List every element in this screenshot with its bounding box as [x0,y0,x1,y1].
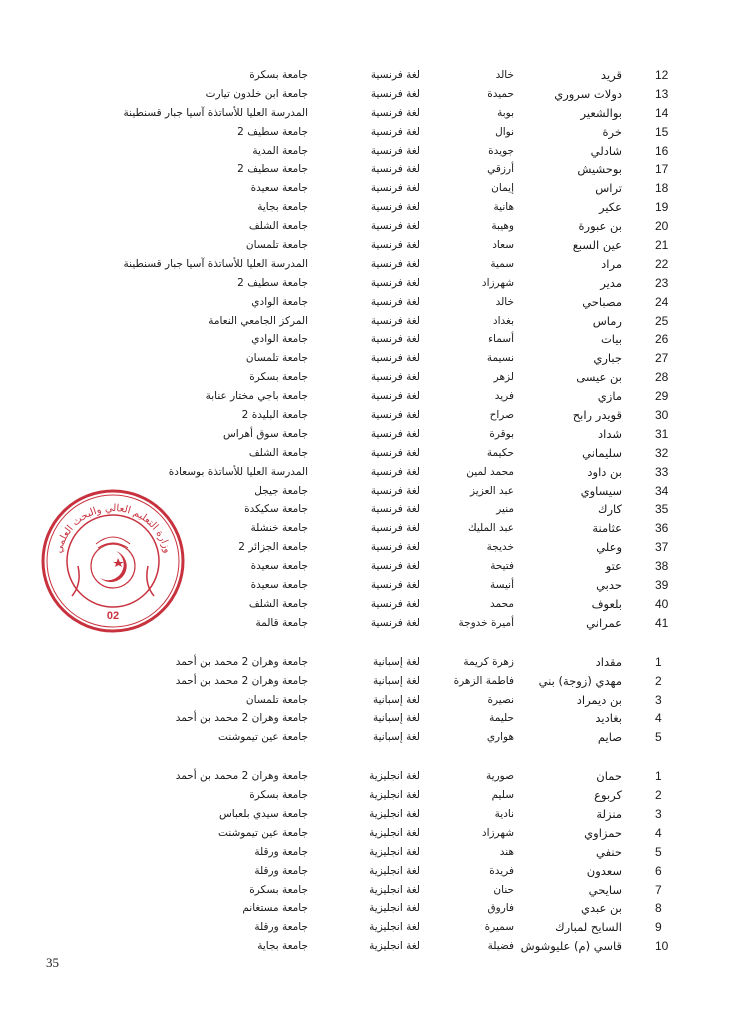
list-row [0,274,736,293]
row-number: 14 [655,105,669,120]
university: جامعة الشلف [248,446,308,459]
language: لغة انجليزية [369,883,420,896]
last-name: خرة [602,124,622,139]
list-row [0,104,736,123]
first-name: محمد [490,597,514,610]
row-number: 2 [655,788,662,803]
language: لغة فرنسية [370,579,420,592]
language: لغة انجليزية [369,807,420,820]
first-name: بوبة [497,106,514,119]
university: جامعة جيجل [254,484,308,497]
first-name: أسماء [488,333,514,346]
last-name: عين السبع [572,238,622,253]
language: لغة فرنسية [370,314,420,327]
first-name: فاروق [487,902,514,915]
list-row [0,123,736,142]
row-number: 30 [655,408,669,423]
group-separator [0,747,736,757]
first-name: حليمة [489,712,514,725]
list-row [0,937,736,956]
language: لغة انجليزية [369,864,420,877]
row-number: 4 [655,711,662,726]
last-name: شداد [598,426,622,441]
last-name: بن عبورة [578,219,622,234]
row-number: 6 [655,863,662,878]
list-row [0,142,736,161]
language: لغة إسبانية [372,712,420,725]
first-name: فاطمة الزهرة [453,674,514,687]
language: لغة إسبانية [372,731,420,744]
language: لغة انجليزية [369,826,420,839]
list-row [0,236,736,255]
list-row [0,691,736,710]
university: جامعة بسكرة [249,371,308,384]
stamp-ring-text: وزارة التعليم العالي والبحث العلمي [53,502,173,555]
university: جامعة سيدي بلعباس [218,807,308,820]
list-row [0,709,736,728]
language: لغة فرنسية [370,201,420,214]
first-name: أميرة خدوجة [458,616,514,629]
university: جامعة باجي مختار عنابة [205,390,308,403]
first-name: عبد العزيز [470,484,514,497]
last-name: عمراني [586,615,622,630]
language: لغة انجليزية [369,789,420,802]
language: لغة فرنسية [370,560,420,573]
language: لغة فرنسية [370,333,420,346]
first-name: هواري [486,731,514,744]
language: لغة فرنسية [370,371,420,384]
language: لغة فرنسية [370,503,420,516]
row-number: 4 [655,825,662,840]
university: جامعة تلمسان [245,693,308,706]
first-name: خالد [495,69,514,81]
first-name: إيمان [491,182,514,195]
row-number: 3 [655,692,662,707]
row-number: 20 [655,219,669,234]
university: جامعة الشلف [248,220,308,233]
row-number: 25 [655,313,669,328]
list-row [0,160,736,179]
list-row [0,918,736,937]
university: المدرسة العليا للأساتذة آسيا جبار قسنطينة [123,106,308,119]
university: جامعة عين تيموشنت [218,731,308,744]
last-name: دولات سروري [554,86,622,101]
first-name: نسيمة [486,352,514,365]
language: لغة فرنسية [370,484,420,497]
university: جامعة بسكرة [249,69,308,81]
last-name: سيساوي [580,483,622,498]
last-name: بغاديد [595,711,622,726]
last-name: مازي [597,389,622,404]
last-name: جباري [593,351,622,366]
university: جامعة عين تيموشنت [218,826,308,839]
last-name: السايح لمبارك [555,920,622,935]
list-row [0,368,736,387]
language: لغة فرنسية [370,522,420,535]
language: لغة فرنسية [370,276,420,289]
university: جامعة سطيف 2 [237,125,308,138]
list-row [0,293,736,312]
first-name: سليم [491,789,514,802]
university: جامعة سعيدة [250,560,308,573]
language: لغة فرنسية [370,69,420,81]
row-number: 5 [655,844,662,859]
last-name: شادلي [590,143,622,158]
list-row [0,425,736,444]
language: لغة فرنسية [370,182,420,195]
list-row [0,406,736,425]
last-name: بن عيسى [576,370,622,385]
language: لغة انجليزية [369,902,420,915]
language: لغة فرنسية [370,390,420,403]
last-name: بوحشيش [577,162,622,177]
row-number: 2 [655,673,662,688]
language: لغة انجليزية [369,921,420,934]
row-number: 1 [655,769,662,784]
row-number: 34 [655,483,669,498]
row-number: 37 [655,540,669,555]
row-number: 15 [655,124,669,139]
row-number: 5 [655,730,662,745]
university: جامعة وهران 2 محمد بن أحمد [175,770,308,783]
last-name: تراس [595,181,622,196]
list-row [0,843,736,862]
language: لغة فرنسية [370,409,420,422]
list-row [0,824,736,843]
last-name: منزلة [596,806,622,821]
university: جامعة وهران 2 محمد بن أحمد [175,712,308,725]
last-name: كربوع [594,788,622,803]
first-name: زهرة كريمة [463,655,514,668]
last-name: مدير [600,275,622,290]
last-name: حدبي [596,578,622,593]
list-row [0,349,736,368]
university: جامعة ورقلة [254,921,308,934]
language: لغة فرنسية [370,541,420,554]
last-name: مصباحي [582,294,622,309]
first-name: جويدة [488,144,514,157]
first-name: منير [496,503,514,516]
first-name: فتيحة [490,560,514,573]
stamp-number: 02 [106,610,120,622]
language: لغة فرنسية [370,144,420,157]
list-row [0,444,736,463]
last-name: وعلي [596,540,622,555]
row-number: 19 [655,200,669,215]
list-row [0,330,736,349]
first-name: سمية [490,257,514,270]
last-name: بن عبدي [581,901,622,916]
language: لغة انجليزية [369,940,420,953]
row-number: 33 [655,464,669,479]
row-number: 22 [655,256,669,271]
last-name: حمزاوي [584,825,622,840]
row-number: 29 [655,389,669,404]
list-row [0,899,736,918]
list-row [0,85,736,104]
last-name: مراد [601,256,622,271]
row-number: 23 [655,275,669,290]
row-number: 9 [655,920,662,935]
first-name: خديجة [486,541,514,554]
row-number: 26 [655,332,669,347]
list-row [0,463,736,482]
first-name: حنان [493,883,514,896]
row-number: 12 [655,68,669,82]
first-name: بغداد [492,314,514,327]
last-name: مقداد [595,654,622,669]
university: جامعة سعيدة [250,182,308,195]
first-name: فضيلة [487,940,514,953]
language: لغة إسبانية [372,674,420,687]
list-row [0,767,736,786]
first-name: سميرة [484,921,514,934]
group-separator [0,643,736,653]
list-row [0,312,736,331]
list-row [0,179,736,198]
university: جامعة قالمة [255,616,308,629]
language: لغة فرنسية [370,239,420,252]
language: لغة إسبانية [372,693,420,706]
row-number: 32 [655,445,669,460]
university: جامعة ابن خلدون تيارت [205,87,308,100]
list-row [0,672,736,691]
first-name: هانية [493,201,514,214]
first-name: فريد [494,390,514,403]
row-number: 1 [655,654,662,669]
language: لغة فرنسية [370,427,420,440]
row-number: 31 [655,426,669,441]
language: لغة فرنسية [370,465,420,478]
university: جامعة تلمسان [245,239,308,252]
first-name: صورية [486,770,514,783]
row-number: 36 [655,521,669,536]
row-number: 28 [655,370,669,385]
university: جامعة بسكرة [249,883,308,896]
list-row [0,881,736,900]
row-number: 35 [655,502,669,517]
language: لغة فرنسية [370,220,420,233]
university: جامعة البليدة 2 [241,409,308,422]
language: لغة فرنسية [370,125,420,138]
first-name: عبد المليك [468,522,514,535]
last-name: رماس [592,313,622,328]
university: جامعة الجزائر 2 [238,541,308,554]
row-number: 39 [655,578,669,593]
last-name: بوالشعير [580,105,622,120]
university: جامعة ورقلة [254,864,308,877]
first-name: لزهر [493,371,514,384]
last-name: حنفي [596,844,622,859]
first-name: حكيمة [486,446,514,459]
list-row [0,198,736,217]
last-name: سايحي [588,882,622,897]
row-number: 24 [655,294,669,309]
first-name: نصيرة [487,693,514,706]
last-name: عثامنة [592,521,622,536]
row-number: 8 [655,901,662,916]
university: جامعة الوادي [251,295,308,308]
language: لغة فرنسية [370,106,420,119]
university: جامعة سكيكدة [244,503,308,516]
university: جامعة بجاية [257,201,308,214]
language: لغة فرنسية [370,616,420,629]
list-row [0,728,736,747]
row-number: 27 [655,351,669,366]
page-number: 35 [46,955,59,970]
list-row [0,653,736,672]
first-name: أنيسة [489,579,514,592]
university: جامعة بجاية [257,940,308,953]
list-row [0,217,736,236]
row-number: 16 [655,143,669,158]
first-name: بوقرة [489,427,514,440]
row-number: 41 [655,615,669,630]
university: جامعة مستغانم [242,902,308,915]
language: لغة فرنسية [370,163,420,176]
university: جامعة سوق أهراس [222,427,308,440]
first-name: صراح [489,409,514,422]
language: لغة فرنسية [370,257,420,270]
first-name: خالد [495,295,514,308]
last-name: قويدر رابح [572,408,622,423]
list-row [0,786,736,805]
list-row [0,66,736,85]
first-name: هند [499,845,514,858]
first-name: فريدة [489,864,514,877]
list-row [0,805,736,824]
university: جامعة سعيدة [250,579,308,592]
university: جامعة وهران 2 محمد بن أحمد [175,655,308,668]
row-number: 21 [655,238,669,253]
official-stamp [38,486,188,636]
list-row [0,387,736,406]
language: لغة فرنسية [370,295,420,308]
group-separator [0,757,736,767]
first-name: محمد لمين [466,465,514,478]
first-name: حميدة [487,87,514,100]
university: جامعة ورقلة [254,845,308,858]
university: جامعة وهران 2 محمد بن أحمد [175,674,308,687]
last-name: بلعوف [591,596,622,611]
university: جامعة سطيف 2 [237,276,308,289]
language: لغة انجليزية [369,845,420,858]
first-name: شهرزاد [481,276,514,289]
first-name: أرزقي [487,163,514,176]
university: جامعة تلمسان [245,352,308,365]
university: جامعة الشلف [248,597,308,610]
last-name: قريد [600,68,622,82]
row-number: 38 [655,559,669,574]
last-name: بن ديمراد [576,692,622,707]
last-name: مهدي (زوجة) بني [538,673,622,688]
university: جامعة المدية [252,144,308,157]
row-number: 18 [655,181,669,196]
list-row [0,862,736,881]
last-name: قاسي (م) عليوشوش [520,939,622,954]
first-name: نوال [495,125,514,138]
first-name: شهرزاد [481,826,514,839]
university: المدرسة العليا للأساتذة آسيا جبار قسنطينة [123,257,308,270]
language: لغة فرنسية [370,446,420,459]
university: المدرسة العليا للأساتذة بوسعادة [168,465,308,478]
language: لغة فرنسية [370,352,420,365]
row-number: 40 [655,596,669,611]
first-name: نادية [494,807,514,820]
university: جامعة خنشلة [250,522,308,535]
university: جامعة سطيف 2 [237,163,308,176]
university: جامعة الوادي [251,333,308,346]
university: جامعة بسكرة [249,789,308,802]
language: لغة انجليزية [369,770,420,783]
first-name: سعاد [492,239,514,252]
last-name: كارك [597,502,622,517]
last-name: بيات [600,332,622,347]
last-name: بن داود [587,464,622,479]
university: المركز الجامعي النعامة [208,314,308,327]
row-number: 10 [655,939,669,954]
row-number: 17 [655,162,669,177]
first-name: وهيبة [491,220,514,233]
last-name: عتو [605,559,622,574]
row-number: 7 [655,882,662,897]
last-name: عكير [598,200,622,215]
language: لغة فرنسية [370,597,420,610]
list-row [0,255,736,274]
last-name: صايم [597,730,622,745]
language: لغة فرنسية [370,87,420,100]
row-number: 13 [655,86,669,101]
row-number: 3 [655,806,662,821]
language: لغة إسبانية [372,655,420,668]
last-name: سعدون [586,863,622,878]
last-name: سليماني [582,445,622,460]
last-name: حمان [596,769,622,784]
